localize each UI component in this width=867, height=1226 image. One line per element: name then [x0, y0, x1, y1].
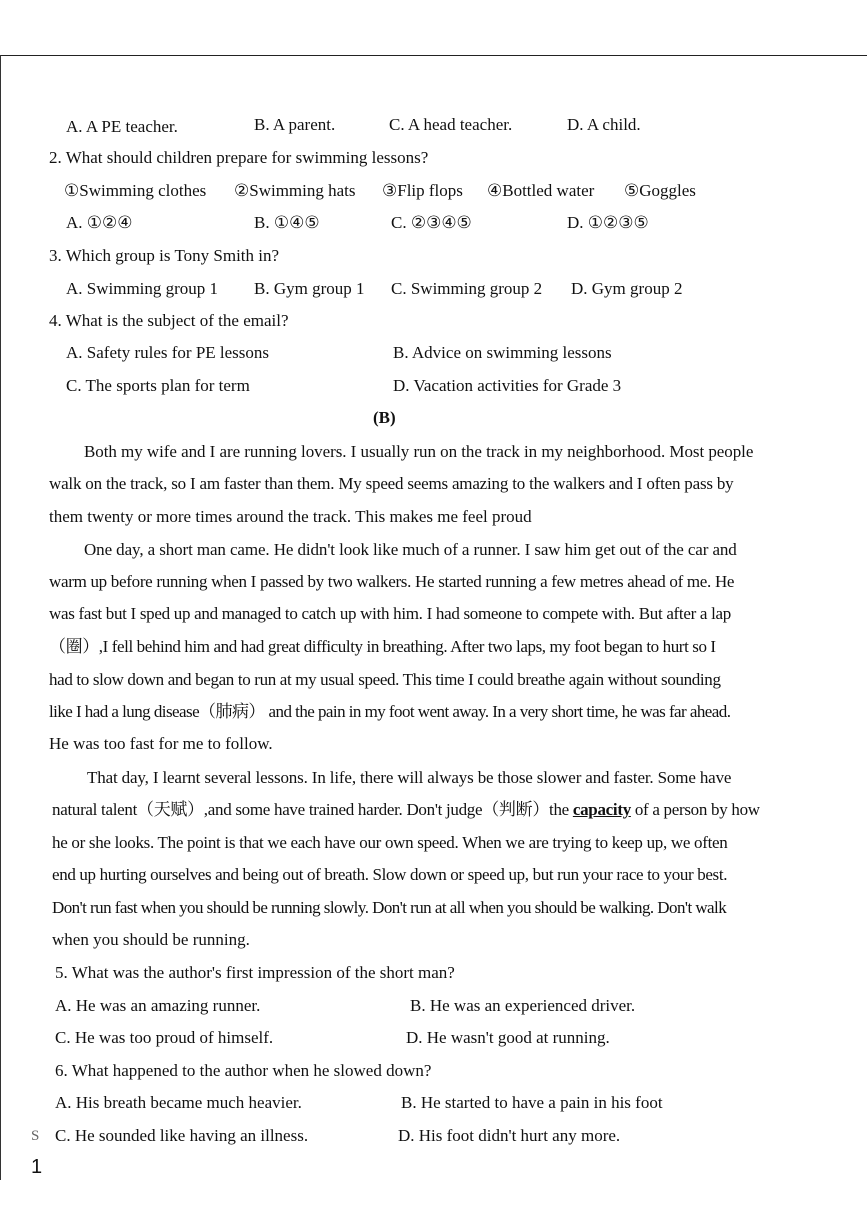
q2-item-3: ③Flip flops [382, 181, 463, 200]
question-4: 4. What is the subject of the email? [49, 311, 289, 330]
q3-option-c: C. Swimming group 2 [391, 279, 543, 298]
q3-option-a: A. Swimming group 1 [66, 279, 219, 298]
passage-line: He was too fast for me to follow. [49, 734, 273, 753]
q1-option-b: B. A parent. [254, 115, 336, 134]
margin-mark: S [31, 1128, 40, 1144]
passage-text: of a person by how [630, 800, 760, 819]
passage-line: Don't run fast when you should be running slowly. Don't run at all when you should be walking. Don't walk [52, 898, 727, 917]
q5-option-b: B. He was an experienced driver. [410, 996, 636, 1015]
q2-option-a: A. ①②④ [66, 213, 133, 232]
q4-option-b: B. Advice on swimming lessons [393, 343, 612, 362]
q3-option-d: D. Gym group 2 [571, 279, 683, 298]
section-heading: (B) [373, 408, 396, 427]
passage-line: he or she looks. The point is that we each have our own speed. When we are trying to keep up, we often [52, 833, 728, 852]
q2-item-2: ②Swimming hats [234, 181, 356, 200]
q1-option-a: A. A PE teacher. [66, 117, 178, 136]
question-5: 5. What was the author's first impression of the short man? [55, 963, 455, 982]
passage-line: Both my wife and I are running lovers. I usually run on the track in my neighborhood. Most people [84, 442, 754, 461]
passage-line: when you should be running. [52, 930, 250, 949]
passage-line: them twenty or more times around the track. This makes me feel proud [49, 507, 532, 526]
q6-option-b: B. He started to have a pain in his foot [401, 1093, 663, 1112]
q2-option-d: D. ①②③⑤ [567, 213, 649, 232]
question-3: 3. Which group is Tony Smith in? [49, 246, 280, 265]
q6-option-d: D. His foot didn't hurt any more. [398, 1126, 621, 1145]
passage-line: （圈）,I fell behind him and had great difficulty in breathing. After two laps, my foot began to hurt so I [49, 637, 716, 656]
underlined-word-capacity: capacity [572, 800, 631, 819]
q1-option-d: D. A child. [567, 115, 641, 134]
passage-line: end up hurting ourselves and being out of breath. Slow down or speed up, but run your race to your best. [52, 865, 728, 884]
page-number: 1 [31, 1156, 43, 1178]
q2-option-b: B. ①④⑤ [254, 213, 320, 232]
passage-line: like I had a lung disease（肺病） and the pain in my foot went away. In a very short time, he was far ahead. [49, 702, 731, 721]
passage-line: walk on the track, so I am faster than them. My speed seems amazing to the walkers and I often pass by [49, 474, 734, 493]
question-6: 6. What happened to the author when he slowed down? [55, 1061, 432, 1080]
q5-option-a: A. He was an amazing runner. [55, 996, 261, 1015]
top-border [0, 55, 867, 56]
q5-option-c: C. He was too proud of himself. [55, 1028, 274, 1047]
q3-option-b: B. Gym group 1 [254, 279, 365, 298]
q5-option-d: D. He wasn't good at running. [406, 1028, 610, 1047]
passage-line: was fast but I sped up and managed to catch up with him. I had someone to compete with. But after a lap [49, 604, 731, 623]
q4-option-a: A. Safety rules for PE lessons [66, 343, 270, 362]
q2-item-4: ④Bottled water [487, 181, 595, 200]
q4-option-c: C. The sports plan for term [66, 376, 250, 395]
passage-line: That day, I learnt several lessons. In life, there will always be those slower and faster. Some have [87, 768, 732, 787]
q6-option-a: A. His breath became much heavier. [55, 1093, 302, 1112]
q4-option-d: D. Vacation activities for Grade 3 [393, 376, 622, 395]
left-border [0, 55, 1, 1180]
q2-item-1: ①Swimming clothes [64, 181, 207, 200]
passage-text: natural talent（天赋）,and some have trained harder. Don't judge（判断）the [52, 800, 573, 819]
q2-option-c: C. ②③④⑤ [391, 213, 472, 232]
passage-line-with-underline [52, 799, 760, 821]
q2-item-5: ⑤Goggles [624, 181, 696, 200]
passage-line: One day, a short man came. He didn't look like much of a runner. I saw him get out of the car and [84, 540, 737, 559]
q6-option-c: C. He sounded like having an illness. [55, 1126, 309, 1145]
question-2: 2. What should children prepare for swimming lessons? [49, 148, 429, 167]
q1-option-c: C. A head teacher. [389, 115, 513, 134]
passage-line: had to slow down and began to run at my usual speed. This time I could breathe again without sounding [49, 670, 721, 689]
passage-line: warm up before running when I passed by two walkers. He started running a few metres ahead of me. He [49, 572, 735, 591]
